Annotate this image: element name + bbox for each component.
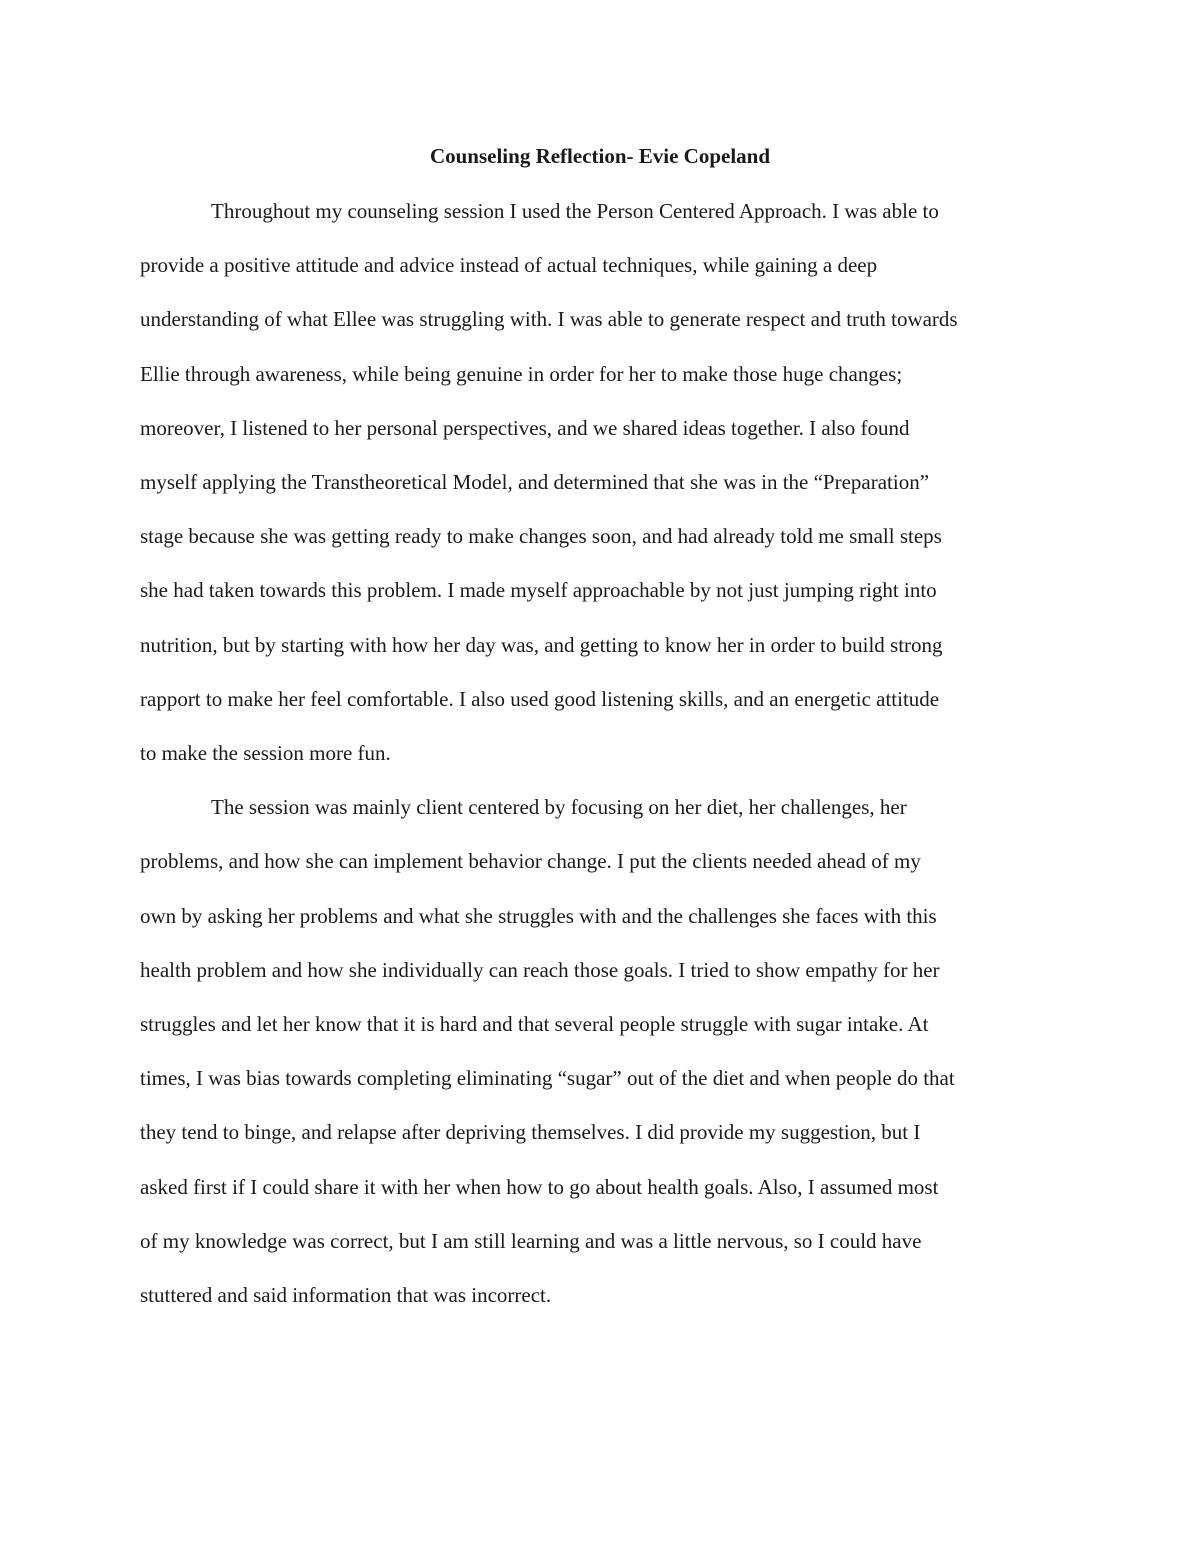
paragraph-line: of my knowledge was correct, but I am still learning and was a little nervous, so I could have	[140, 1228, 922, 1253]
paragraph-line: Throughout my counseling session I used the Person Centered Approach. I was able to	[211, 199, 939, 223]
paragraph-line: to make the session more fun.	[140, 741, 391, 766]
paragraph-line: nutrition, but by starting with how her day was, and getting to know her in order to build strong	[140, 632, 943, 657]
paragraph-line: asked first if I could share it with her when how to go about health goals. Also, I assumed most	[140, 1174, 939, 1199]
paragraph-line: myself applying the Transtheoretical Model, and determined that she was in the “Preparation”	[140, 470, 930, 495]
paragraph-1	[140, 184, 1062, 780]
document-body	[140, 184, 1062, 1322]
paragraph-line: stuttered and said information that was incorrect.	[140, 1283, 552, 1308]
paragraph-line: stage because she was getting ready to make changes soon, and had already told me small steps	[140, 524, 942, 549]
paragraph-line: understanding of what Ellee was struggling with. I was able to generate respect and truth towards	[140, 307, 958, 332]
paragraph-line: struggles and let her know that it is hard and that several people struggle with sugar intake. At	[140, 1012, 929, 1037]
paragraph-line: problems, and how she can implement behavior change. I put the clients needed ahead of my	[140, 849, 921, 874]
paragraph-line: The session was mainly client centered by focusing on her diet, her challenges, her	[211, 795, 907, 820]
document-title: Counseling Reflection- Evie Copeland	[429, 144, 771, 168]
paragraph-line: they tend to binge, and relapse after depriving themselves. I did provide my suggestion, but I	[140, 1120, 921, 1145]
paragraph-line: she had taken towards this problem. I made myself approachable by not just jumping right into	[140, 578, 937, 603]
paragraph-line: own by asking her problems and what she struggles with and the challenges she faces with this	[140, 903, 937, 928]
paragraph-2	[140, 780, 1062, 1322]
paragraph-line: times, I was bias towards completing eliminating “sugar” out of the diet and when people do that	[140, 1066, 955, 1091]
paragraph-line: Ellie through awareness, while being genuine in order for her to make those huge changes;	[140, 361, 903, 386]
paragraph-line: provide a positive attitude and advice instead of actual techniques, while gaining a deep	[140, 253, 878, 278]
paragraph-line: rapport to make her feel comfortable. I also used good listening skills, and an energetic attitude	[140, 686, 940, 711]
paragraph-line: moreover, I listened to her personal perspectives, and we shared ideas together. I also found	[140, 415, 910, 440]
paragraph-line: health problem and how she individually can reach those goals. I tried to show empathy for her	[140, 957, 940, 982]
